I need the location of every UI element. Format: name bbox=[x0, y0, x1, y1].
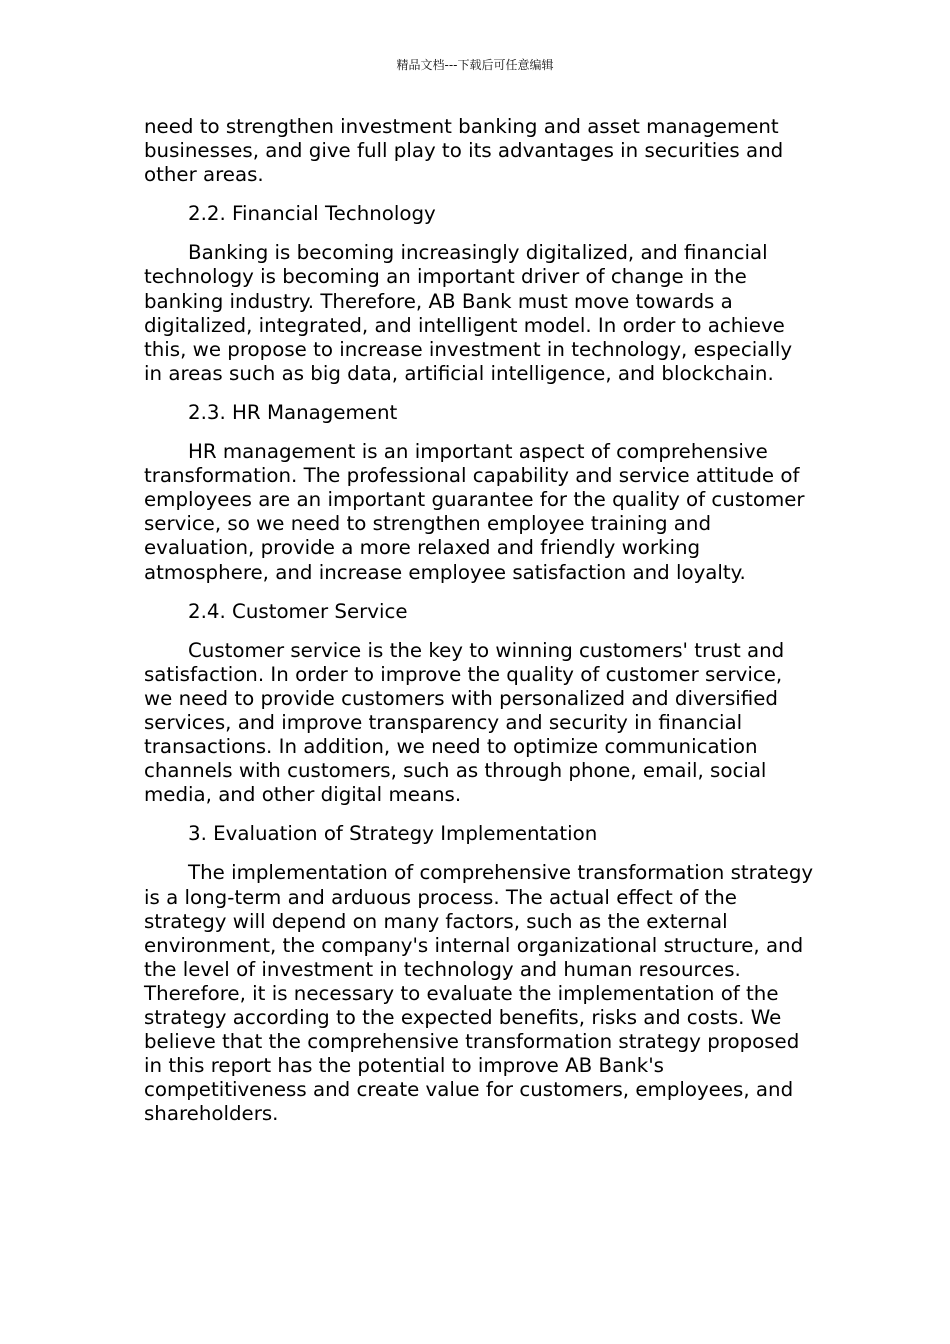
section-heading-customer-service: 2.4. Customer Service bbox=[188, 599, 408, 623]
section-heading-hr-management: 2.3. HR Management bbox=[188, 400, 398, 424]
paragraph-customer-service: Customer service is the key to winning customers' trust and satisfaction. In order to improve the quality of customer service, we need to provide customers with personalized and diversified services, and improve transparency and security in financial transactions. In addition, we need to optimize communication channels with customers, such as through phone, email, social media, and other digital means. bbox=[144, 638, 785, 807]
section-heading-financial-technology: 2.2. Financial Technology bbox=[188, 202, 436, 226]
page-header: 精品文档---下载后可任意编辑 bbox=[396, 58, 554, 72]
paragraph-hr-management: HR management is an important aspect of comprehensive transformation. The professional capability and service attitude of employees are an important guarantee for the quality of customer service, so we need to strengthen employee training and evaluation, provide a more relaxed and friendly working atmosphere, and increase employee satisfaction and loyalty. bbox=[144, 440, 805, 584]
paragraph-evaluation: The implementation of comprehensive transformation strategy is a long-term and arduous process. The actual effect of the strategy will depend on many factors, such as the external environment, the company's internal organizational structure, and the level of investment in technology and human resources. Therefore, it is necessary to evaluate the implementation of the strategy according to the expected benefits, risks and costs. We believe that the comprehensive transformation strategy proposed in this report has the potential to improve AB Bank's competitiveness and create value for customers, employees, and shareholders. bbox=[144, 861, 814, 1126]
document-body bbox=[144, 115, 814, 1141]
paragraph-financial-technology: Banking is becoming increasingly digitalized, and financial technology is becoming an important driver of change in the banking industry. Therefore, AB Bank must move towards a digitalized, integrated, and intelligent model. In order to achieve this, we propose to increase investment in technology, especially in areas such as big data, artificial intelligence, and blockchain. bbox=[144, 241, 793, 385]
section-heading-evaluation: 3. Evaluation of Strategy Implementation bbox=[188, 822, 598, 846]
paragraph-intro: need to strengthen investment banking and asset management businesses, and give full play to its advantages in securities and other areas. bbox=[144, 115, 784, 187]
